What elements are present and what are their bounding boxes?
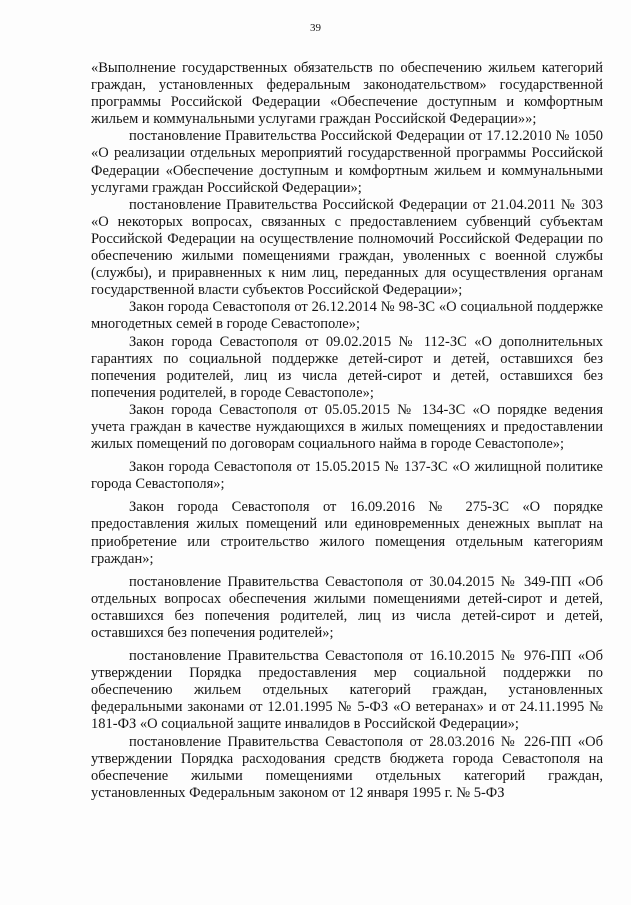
paragraph-law-275: Закон города Севастополя от 16.09.2016 № 275-ЗС «О порядке предоставления жилых помещений или единовременных денежных выплат на приобретение или строительство жилого помещения отдельным категориям граждан»; [91,499,603,567]
paragraph-law-137: Закон города Севастополя от 15.05.2015 № 137-ЗС «О жилищной политике города Севастополя»; [91,459,603,493]
paragraph-decree-1050: постановление Правительства Российской Федерации от 17.12.2010 № 1050 «О реализации отдельных мероприятий государственной программы Российской Федерации «Обеспечение доступным и комфортным жильем и коммунальными услугами граждан Российской Федерации»; [91,128,603,196]
paragraph-program-continuation: «Выполнение государственных обязательств по обеспечению жильем категорий граждан, установленных федеральным законодательством» государственной программы Российской Федерации «Обеспечение доступным и комфортным жильем и коммунальными услугами граждан Российской Федерации»»; [91,60,603,128]
document-body [91,60,603,802]
paragraph-decree-226: постановление Правительства Севастополя от 28.03.2016 № 226-ПП «Об утверждении Порядка расходования средств бюджета города Севастополя на обеспечение жилыми помещениями отдельных категорий граждан, установленных Федеральным законом от 12 января 1995 г. № 5-ФЗ [91,733,603,801]
paragraph-law-134: Закон города Севастополя от 05.05.2015 № 134-ЗС «О порядке ведения учета граждан в качестве нуждающихся в жилых помещениях и предоставлении жилых помещений по договорам социального найма в городе Севастополе»; [91,401,603,453]
paragraph-law-98: Закон города Севастополя от 26.12.2014 № 98-ЗС «О социальной поддержке многодетных семей в городе Севастополе»; [91,299,603,333]
page-number: 39 [310,22,321,34]
paragraph-law-112: Закон города Севастополя от 09.02.2015 № 112-ЗС «О дополнительных гарантиях по социальной поддержке детей-сирот и детей, оставшихся без попечения родителей, лиц из числа детей-сирот и детей, оставшихся без попечения родителей, в городе Севастополе»; [91,333,603,401]
paragraph-decree-303: постановление Правительства Российской Федерации от 21.04.2011 № 303 «О некоторых вопросах, связанных с предоставлением субвенций субъектам Российской Федерации на осуществление полномочий Российской Федерации по обеспечению жилыми помещениями граждан, уволенных с военной службы (службы), и приравненных к ним лиц, переданных для осуществления органам государственной власти субъектов Российской Федерации»; [91,196,603,299]
paragraph-decree-349: постановление Правительства Севастополя от 30.04.2015 № 349-ПП «Об отдельных вопросах обеспечения жилыми помещениями детей-сирот и детей, оставшихся без попечения родителей, лиц из числа детей-сирот и детей, оставшихся без попечения родителей»; [91,573,603,641]
paragraph-decree-976: постановление Правительства Севастополя от 16.10.2015 № 976-ПП «Об утверждении Порядка предоставления мер социальной поддержки по обеспечению жильем отдельных категорий граждан, установленных федеральными законами от 12.01.1995 № 5-ФЗ «О ветеранах» и от 24.11.1995 № 181-ФЗ «О социальной защите инвалидов в Российской Федерации»; [91,648,603,733]
